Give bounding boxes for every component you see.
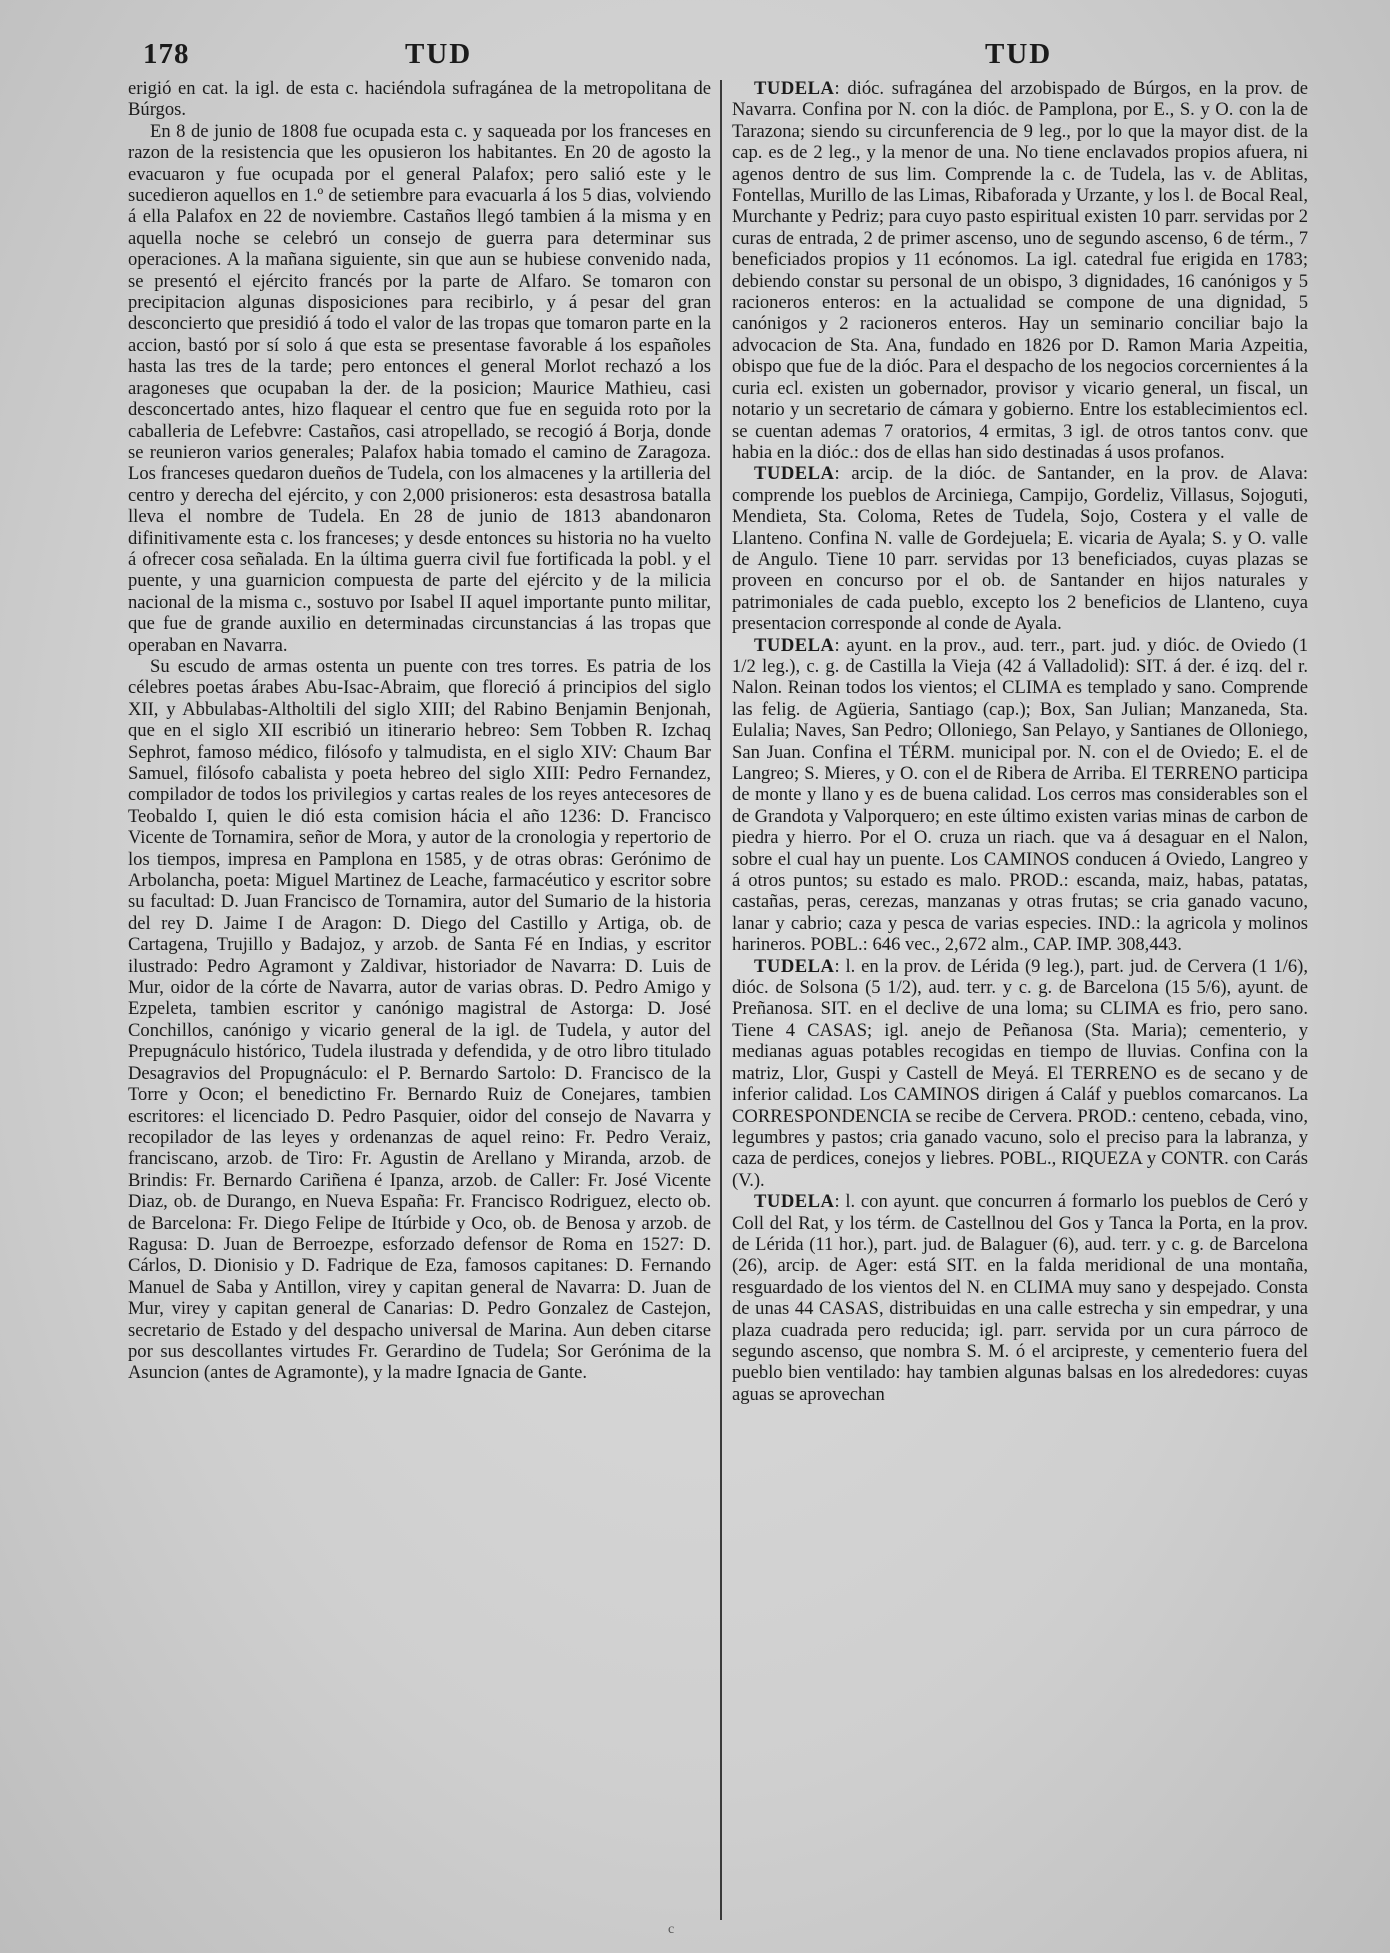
entry-arciprestazgo	[732, 463, 1308, 634]
right-column	[732, 78, 1308, 1920]
running-head-right: TUD	[985, 38, 1053, 70]
paragraph-history: En 8 de junio de 1808 fue ocupada esta c. y saqueada por los franceses en razon de la resistencia que les opusieron los habitantes. En 20 de agosto la evacuaron y fue ocupada por el general Palafox; pero salió este y le sucedieron aquellos en 1.º de setiembre para evacuarla á los 5 dias, volviendo á ella Palafox en 22 de noviembre. Castaños llegó tambien á la misma y en aquella noche se celebró un consejo de guerra para determinar sus operaciones. A la mañana siguiente, sin que aun se hubiese convenido nada, se presentó el ejército francés por la parte de Alfaro. Se tomaron con precipitacion algunas disposiciones para recibirlo, y á pesar del gran desconcierto que presidió á todo el valor de las tropas que tomaron parte en la accion, bastó por sí solo á que esta se presentase favorable á los españoles hasta las tres de la tarde; pero entonces el general Morlot rechazó a los aragoneses que ocupaban la der. de la posicion; Maurice Mathieu, casi desconcertado antes, hizo flaquear el centro que fue en seguida roto por la caballeria de Lefebvre: Castaños, casi atropellado, se recogió á Borja, donde se reunieron varios generales; Palafox habia tomado el camino de Zaragoza. Los franceses quedaron dueños de Tudela, con los almacenes y la artilleria del centro y derecha del ejército, y con 2,000 prisioneros: esta desastrosa batalla lleva el nombre de Tudela. En 28 de junio de 1813 abandonaron difinitivamente esta c. los franceses; y desde entonces su historia no ha vuelto á ofrecer cosa señalada. En la última guerra civil fue fortificada la pobl. y el puente, y una guarnicion compuesta de parte del ejército y de la milicia nacional de la misma c., sostuvo por Isabel II aquel importante punto militar, que fue de grande auxilio en determinadas circunstancias á las tropas que operaban en Navarra.	[128, 120, 711, 656]
entry-body: : l. en la prov. de Lérida (9 leg.), part. jud. de Cervera (1 1/6), dióc. de Solsona (5 1/2), aud. terr. y c. g. de Barcelona (15 5/6), ayunt. de Preñanosa. SIT. en el declive de una loma; su CLIMA es frio, pero sano. Tiene 4 CASAS; igl. anejo de Peñanosa (Sta. Maria); cementerio, y medianas aguas potables recogidas en tiempo de lluvias. Confina con la matriz, Llor, Guspi y Castell de Meyá. El TERRENO es de secano y de inferior calidad. Los CAMINOS dirigen á Caláf y pueblos comarcanos. La CORRESPONDENCIA se recibe de Cervera. PROD.: centeno, cebada, vino, legumbres y pastos; cria ganado vacuno, solo el preciso para la labranza, y caza de perdices, conejos y liebres. POBL., RIQUEZA y CONTR. con Carás (V.).	[732, 955, 1308, 1191]
page-number: 178	[143, 38, 190, 70]
paragraph-continuation: erigió en cat. la igl. de esta c. haciéndola sufragánea de la metropolitana de Búrgos.	[128, 78, 711, 121]
entry-headword: TUDELA	[754, 463, 835, 485]
entry-headword: TUDELA	[754, 1191, 835, 1213]
page-header	[0, 38, 1390, 78]
entry-body: : arcip. de la dióc. de Santander, en la prov. de Alava: comprende los pueblos de Arciniega, Campijo, Gordeliz, Villasus, Sojoguti, Mendieta, Sta. Coloma, Retes de Tudela, Sojo, Costera y el valle de Llanteno. Confina N. valle de Gordejuela; E. vicaria de Ayala; S. y O. valle de Angulo. Tiene 10 parr. servidas por 13 beneficiados, cuyas plazas se proveen en concurso por el ob. de Santander en hijos naturales y patrimoniales de cada pueblo, excepto los 2 beneficios de Llanteno, cuya presentacion corresponde al conde de Ayala.	[732, 463, 1308, 635]
entry-lugar-cervera	[732, 956, 1308, 1191]
paragraph-notables: Su escudo de armas ostenta un puente con tres torres. Es patria de los célebres poetas árabes Abu-Isac-Abraim, que floreció á principios del siglo XII, y Abbulabas-Altholtili del siglo XIII; del Rabino Benjamin Benjonah, que en el siglo XII escribió un itinerario hebreo: Sem Tobben R. Izchaq Sephrot, famoso médico, filósofo y talmudista, en el siglo XIV: Chaum Bar Samuel, filósofo cabalista y poeta hebreo del siglo XIII: Pedro Fernandez, compilador de todos los privilegios y cartas reales de los reyes antecesores de Teobaldo I, quien le dió esta comision hácia el año 1236: D. Francisco Vicente de Tornamira, señor de Mora, y autor de la cronologia y repertorio de los tiempos, impresa en Pamplona en 1585, y de otras obras: Gerónimo de Arbolancha, poeta: Miguel Martinez de Leache, farmacéutico y escritor sobre su facultad: D. Juan Francisco de Tornamira, autor del Sumario de la historia del rey D. Jaime I de Aragon: D. Diego del Castillo y Artiga, ob. de Cartagena, Trujillo y Badajoz, y arzob. de Santa Fé en Indias, y escritor ilustrado: Pedro Agramont y Zaldivar, historiador de Navarra: D. Luis de Mur, oidor de la córte de Navarra, autor de varias obras. D. Pedro Amigo y Ezpeleta, tambien escritor y canónigo magistral de Astorga: D. José Conchillos, canónigo y vicario general de la igl. de Tudela, y autor del Prepugnáculo histórico, Tudela ilustrada y defendida, y de otro libro titulado Desagravios del Propugnáculo: el P. Bernardo Sartolo: D. Francisco de la Torre y Ocon; el benedictino Fr. Bernardo Ruiz de Conejares, tambien escritores: el licenciado D. Pedro Pasquier, oidor del consejo de Navarra y recopilador de las leyes y ordenanzas de aquel reino: Fr. Pedro Veraiz, franciscano, arzob. de Tiro: Fr. Agustin de Arellano y Miranda, arzob. de Brindis: Fr. Bernardo Cariñena é Ipanza, arzob. de Caller: Fr. José Vicente Diaz, ob. de Durango, en Nueva España: Fr. Francisco Rodriguez, electo ob. de Barcelona: Fr. Diego Felipe de Itúrbide y Oco, ob. de Benosa y arzob. de Ragusa: D. Juan de Berroezpe, esforzado defensor de Roma en 1527: D. Cárlos, D. Dionisio y D. Fadrique de Eza, famosos capitanes: D. Fernando Manuel de Saba y Antillon, virey y capitan general de Navarra: D. Juan de Mur, virey y capitan general de Canarias: D. Pedro Gonzalez de Castejon, secretario de Estado y del despacho universal de Marina. Aun deben citarse por sus descollantes virtudes Fr. Gerardino de Tudela; Sor Gerónima de la Asuncion (antes de Agramonte), y la madre Ignacia de Gante.	[128, 655, 711, 1384]
running-head-left: TUD	[405, 38, 473, 70]
entry-headword: TUDELA	[754, 634, 835, 656]
footer-mark: c	[668, 1922, 675, 1937]
entry-diocese	[732, 78, 1308, 463]
left-column	[128, 78, 711, 1920]
entry-lugar-balaguer	[732, 1191, 1308, 1405]
column-divider	[720, 80, 722, 1920]
entry-headword: TUDELA	[754, 955, 835, 977]
entry-headword: TUDELA	[754, 78, 835, 99]
entry-body: : l. con ayunt. que concurren á formarlo los pueblos de Ceró y Coll del Rat, y los térm. de Castellnou del Gos y Tanca la Porta, en la prov. de Lérida (11 hor.), part. jud. de Balaguer (6), aud. terr. y c. g. de Barcelona (26), arcip. de Ager: está SIT. en la falda meridional de una montaña, resguardado de los vientos del N. en CLIMA muy sano y despejado. Consta de unas 44 CASAS, distribuidas en una calle estrecha y sin empedrar, y una plaza cuadrada pero reducida; igl. parr. servida por un cura párroco de segundo ascenso, que nombra S. M. ó el arcipreste, y cementerio fuera del pueblo bien ventilado: hay tambien algunas balsas en los alrededores: cuyas aguas se aprovechan	[732, 1191, 1308, 1405]
entry-body: : dióc. sufragánea del arzobispado de Búrgos, en la prov. de Navarra. Confina por N. con la dióc. de Pamplona, por E., S. y O. con la de Tarazona; siendo su circunferencia de 9 leg., por lo que la mayor dist. de la cap. es de 2 leg., y la menor de una. No tiene enclavados propios afuera, ni agenos dentro de sus lim. Comprende la c. de Tudela, las v. de Ablitas, Fontellas, Murillo de las Limas, Ribaforada y Urzante, y los l. de Bocal Real, Murchante y Pedriz; para cuyo pasto espiritual existen 10 parr. servidas por 2 curas de entrada, 2 de primer ascenso, uno de segundo ascenso, 6 de térm., 7 beneficiados propios y 11 ecónomos. La igl. catedral fue erigida en 1783; debiendo constar su personal de un obispo, 3 dignidades, 16 canónigos y 5 racioneros enteros: en la actualidad se compone de una dignidad, 5 canónigos y 2 racioneros enteros. Hay un seminario conciliar bajo la advocacion de Sta. Ana, fundado en 1826 por D. Ramon Maria Azpeitia, obispo que fue de la dióc. Para el despacho de los negocios corcernientes á la curia ecl. existen un gobernador, provisor y vicario general, un fiscal, un notario y un secretario de cámara y gobierno. Entre los establecimientos ecl. se cuentan ademas 7 oratorios, 4 ermitas, 3 igl. de otros tantos conv. que habia en la dióc.: dos de ellas han sido destinadas á usos profanos.	[732, 78, 1308, 463]
entry-body: : ayunt. en la prov., aud. terr., part. jud. y dióc. de Oviedo (1 1/2 leg.), c. g. de Castilla la Vieja (42 á Valladolid): SIT. á der. é izq. del r. Nalon. Reinan todos los vientos; el CLIMA es templado y sano. Comprende las felig. de Agüeria, Santiago (cap.); Box, San Julian; Manzaneda, Sta. Eulalia; Naves, San Pedro; Olloniego, San Pelayo, y Santianes de Olloniego, San Juan. Confina el TÉRM. municipal por. N. con el de Oviedo; E. el de Langreo; S. Mieres, y O. con el de Ribera de Arriba. El TERRENO participa de monte y llano y es de buena calidad. Los cerros mas considerables son el de Grandota y Valporquero; en este último existen varias minas de carbon de piedra y hierro. Por el O. cruza un riach. que va á desaguar en el Nalon, sobre el cual hay un puente. Los CAMINOS conducen á Oviedo, Langreo y á otros puntos; su estado es malo. PROD.: escanda, maiz, habas, patatas, castañas, peras, cerezas, manzanas y otras frutas; se cria ganado vacuno, lanar y cabrio; caza y pesca de varias especies. IND.: la agricola y molinos harineros. POBL.: 646 vec., 2,672 alm., CAP. IMP. 308,443.	[732, 634, 1308, 956]
entry-ayuntamiento-oviedo	[732, 635, 1308, 956]
